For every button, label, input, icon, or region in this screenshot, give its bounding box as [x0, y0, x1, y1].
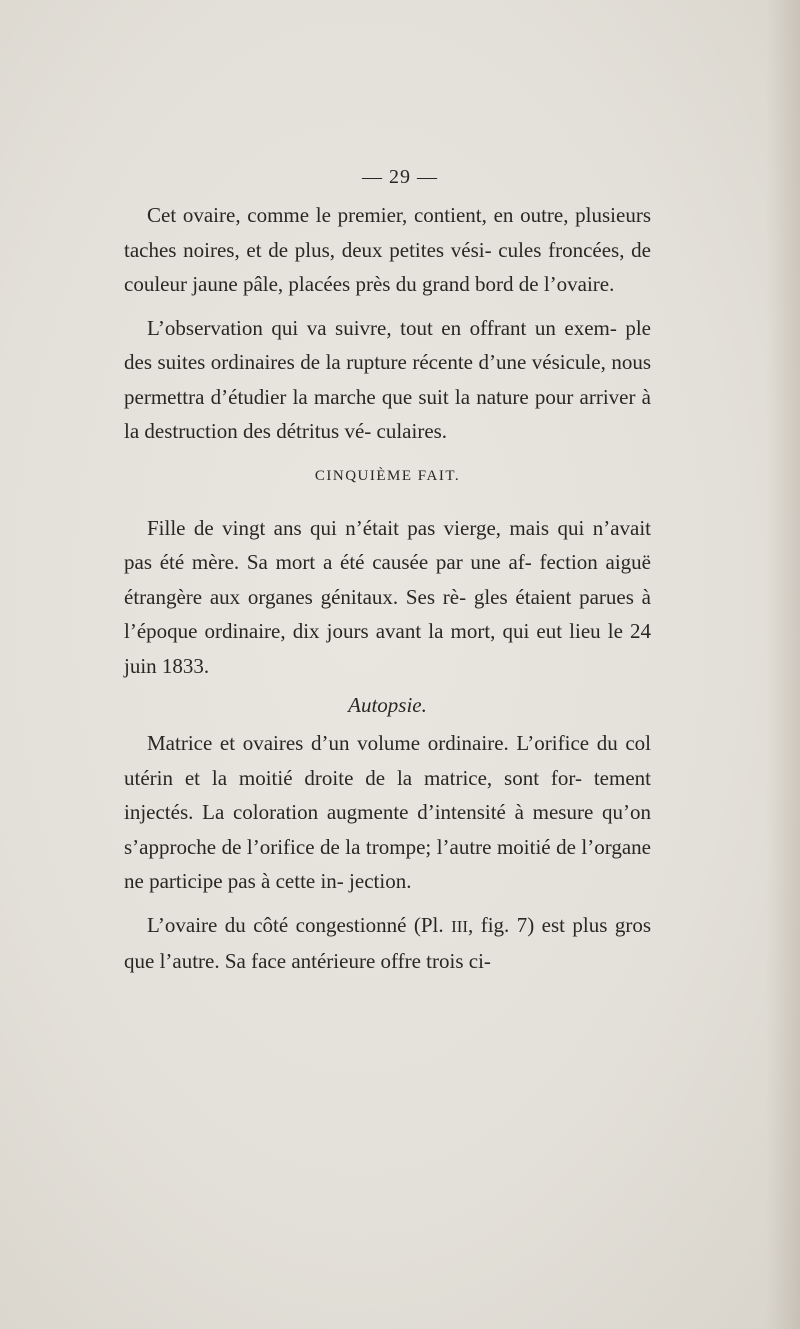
paragraph-autopsy: Matrice et ovaires d’un volume ordinaire. L’orifice du col utérin et la moitié droite de la matrice, sont for- tement injectés. La coloration augmente d’intensité à mesure qu’on s’approche de l’orifice de la trompe; l’autre moitié de l’organe ne participe pas à cette in- jection. [124, 731, 651, 893]
autopsy-subheading: Autopsie. [348, 693, 427, 717]
paragraph-ovary-description [124, 908, 651, 979]
body-text [124, 198, 651, 979]
page-edge-shadow [766, 0, 800, 1329]
plate-number: III [451, 916, 469, 936]
page-number: — 29 — [362, 166, 438, 188]
paragraph-ovaire: Cet ovaire, comme le premier, contient, en outre, plusieurs taches noires, et de plus, deux petites vési- cules froncées, de couleur jaune pâle, placées près du grand bord de l’ovaire. [124, 203, 651, 296]
ovary-text-end: , fig. 7) est plus gros que l’autre. Sa face antérieure offre trois ci- [124, 912, 652, 973]
paragraph-observation: L’observation qui va suivre, tout en offrant un exem- ple des suites ordinaires de la rupture récente d’une vésicule, nous permettra d’étudier la marche que suit la nature pour arriver à la destruction des détritus vé- culaires. [124, 315, 651, 443]
ovary-text-start: L’ovaire du côté congestionné (Pl. [147, 912, 444, 937]
paragraph-case: Fille de vingt ans qui n’était pas vierge, mais qui n’avait pas été mère. Sa mort a été causée par une af- fection aiguë étrangère aux organes génitaux. Ses rè- gles étaient parues à l’époque ordinaire, dix jours avant la mort, qui eut lieu le 24 juin 1833. [124, 515, 651, 678]
section-heading: CINQUIÈME FAIT. [314, 467, 461, 484]
